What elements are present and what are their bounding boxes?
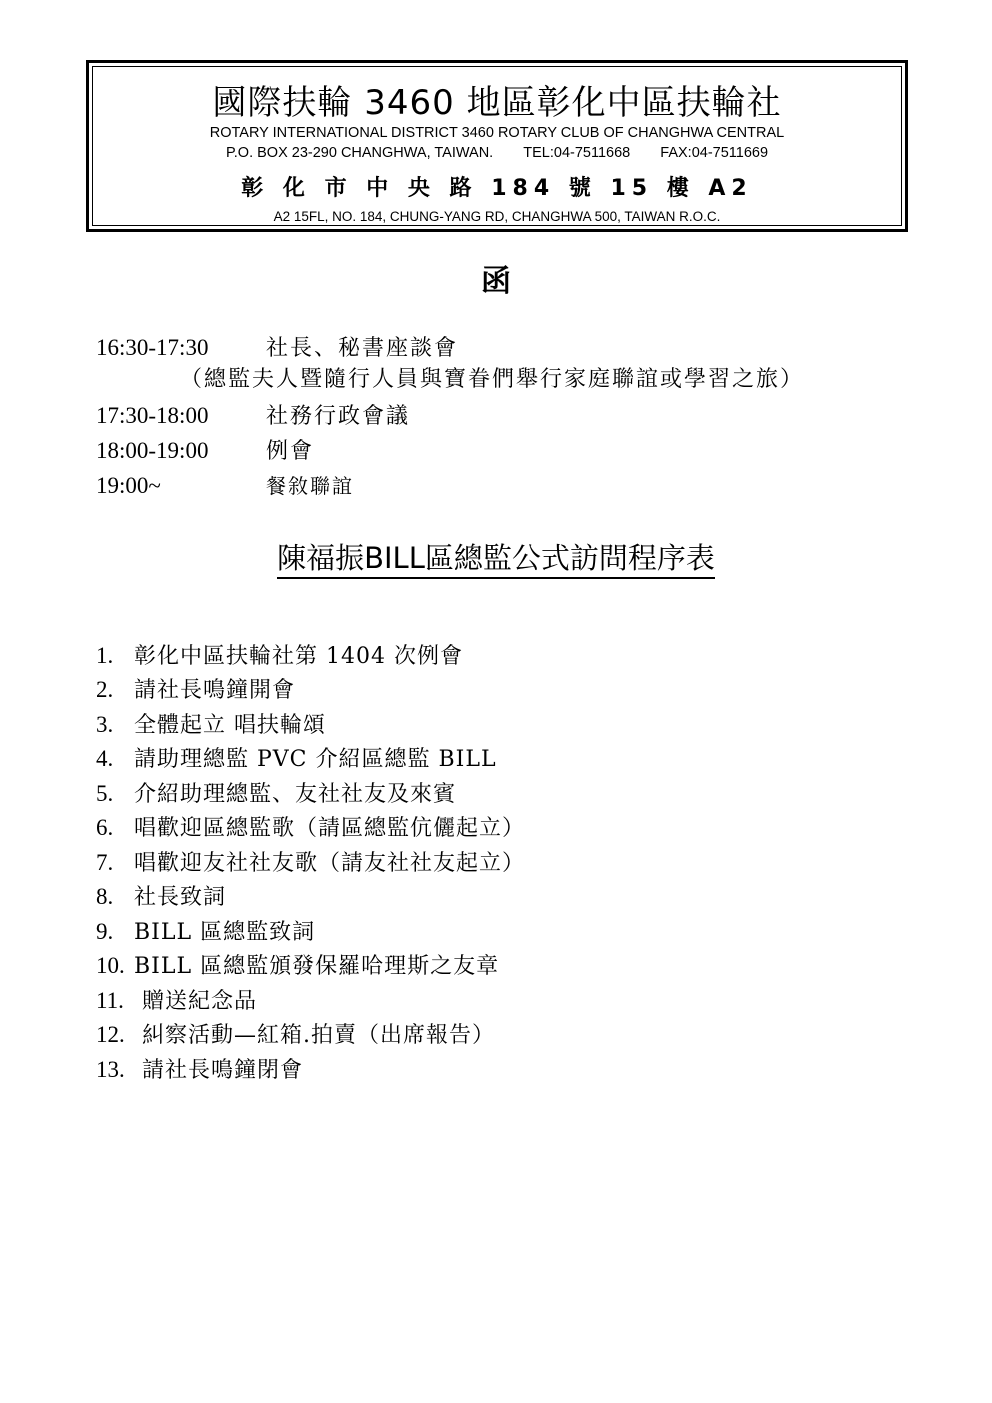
program-item-text: 請助理總監 PVC 介紹區總監 BILL (134, 747, 497, 772)
program-item (96, 987, 257, 1016)
program-item-number: 1. (96, 643, 114, 668)
fax: FAX:04-7511669 (660, 145, 769, 161)
program-item-text: 唱歡迎友社社友歌（請友社社友起立） (134, 851, 526, 876)
schedule-activity: 社長、秘書座談會 (266, 336, 459, 361)
program-item (96, 849, 525, 878)
letterhead (86, 60, 908, 232)
program-item-number: 2. (96, 677, 114, 702)
program-item-number: 3. (96, 712, 114, 737)
program-item-number: 4. (96, 746, 114, 771)
program-item (96, 745, 497, 774)
address-en: A2 15FL, NO. 184, CHUNG-YANG RD, CHANGHWA 500, TAIWAN R.O.C. (273, 209, 721, 224)
schedule-row (96, 402, 410, 431)
program-item-text: BILL 區總監頒發保羅哈理斯之友章 (134, 954, 500, 979)
letterhead-inner-border (92, 66, 902, 226)
program-item-text: 請社長鳴鐘閉會 (142, 1058, 304, 1083)
schedule-row (96, 472, 354, 501)
program-item-number: 13. (96, 1057, 125, 1082)
program-item-text: 介紹助理總監、友社社友及來賓 (134, 782, 457, 807)
club-name-cn: 國際扶輪 3460 地區彰化中區扶輪社 (212, 83, 782, 123)
schedule-time: 19:00~ (96, 473, 161, 498)
program-item-text: 贈送紀念品 (142, 989, 258, 1014)
letter-title: 函 (481, 264, 511, 299)
schedule-row (96, 334, 458, 363)
program-item (96, 1056, 303, 1085)
program-item-text: 彰化中區扶輪社第 1404 次例會 (134, 644, 463, 669)
program-item (96, 780, 456, 809)
program-item (96, 642, 463, 671)
club-name-en: ROTARY INTERNATIONAL DISTRICT 3460 ROTARY CLUB OF CHANGHWA CENTRAL (209, 125, 785, 141)
schedule-note: （總監夫人暨隨行人員與寶眷們舉行家庭聯誼或學習之旅） (180, 367, 805, 392)
schedule-time: 18:00-19:00 (96, 438, 209, 463)
program-item (96, 883, 226, 912)
po-box: P.O. BOX 23-290 CHANGHWA, TAIWAN. (225, 145, 494, 161)
program-item-number: 8. (96, 884, 114, 909)
schedule-row (96, 437, 314, 466)
program-title (0, 536, 992, 577)
program-item (96, 918, 315, 947)
program-item-text: BILL 區總監致詞 (134, 920, 316, 945)
program-item-number: 7. (96, 850, 114, 875)
program-item-number: 6. (96, 815, 114, 840)
program-title-text: 陳福振BILL區總監公式訪問程序表 (277, 541, 715, 579)
schedule-activity: 社務行政會議 (266, 404, 411, 429)
program-item (96, 676, 295, 705)
program-item-text: 糾察活動—紅箱.拍賣（出席報告） (142, 1023, 495, 1048)
program-item (96, 711, 326, 740)
schedule-activity: 餐敘聯誼 (266, 474, 354, 498)
program-item-text: 請社長鳴鐘開會 (134, 678, 296, 703)
address-cn: 彰 化 市 中 央 路 184 號 15 樓 A2 (241, 176, 753, 201)
telephone: TEL:04-7511668 (523, 145, 631, 161)
program-item-text: 唱歡迎區總監歌（請區總監伉儷起立） (134, 816, 526, 841)
contact-line (93, 145, 901, 161)
schedule-activity: 例會 (266, 439, 315, 464)
program-item (96, 814, 525, 843)
program-item-text: 社長致詞 (134, 885, 227, 910)
schedule-time: 17:30-18:00 (96, 403, 209, 428)
program-item-number: 10. (96, 953, 125, 978)
program-item-number: 5. (96, 781, 114, 806)
program-item-text: 全體起立 唱扶輪頌 (134, 713, 326, 738)
program-item-number: 9. (96, 919, 114, 944)
program-item (96, 1021, 495, 1050)
program-item (96, 952, 499, 981)
schedule-time: 16:30-17:30 (96, 335, 209, 360)
program-item-number: 12. (96, 1022, 125, 1047)
program-item-number: 11. (96, 988, 124, 1013)
